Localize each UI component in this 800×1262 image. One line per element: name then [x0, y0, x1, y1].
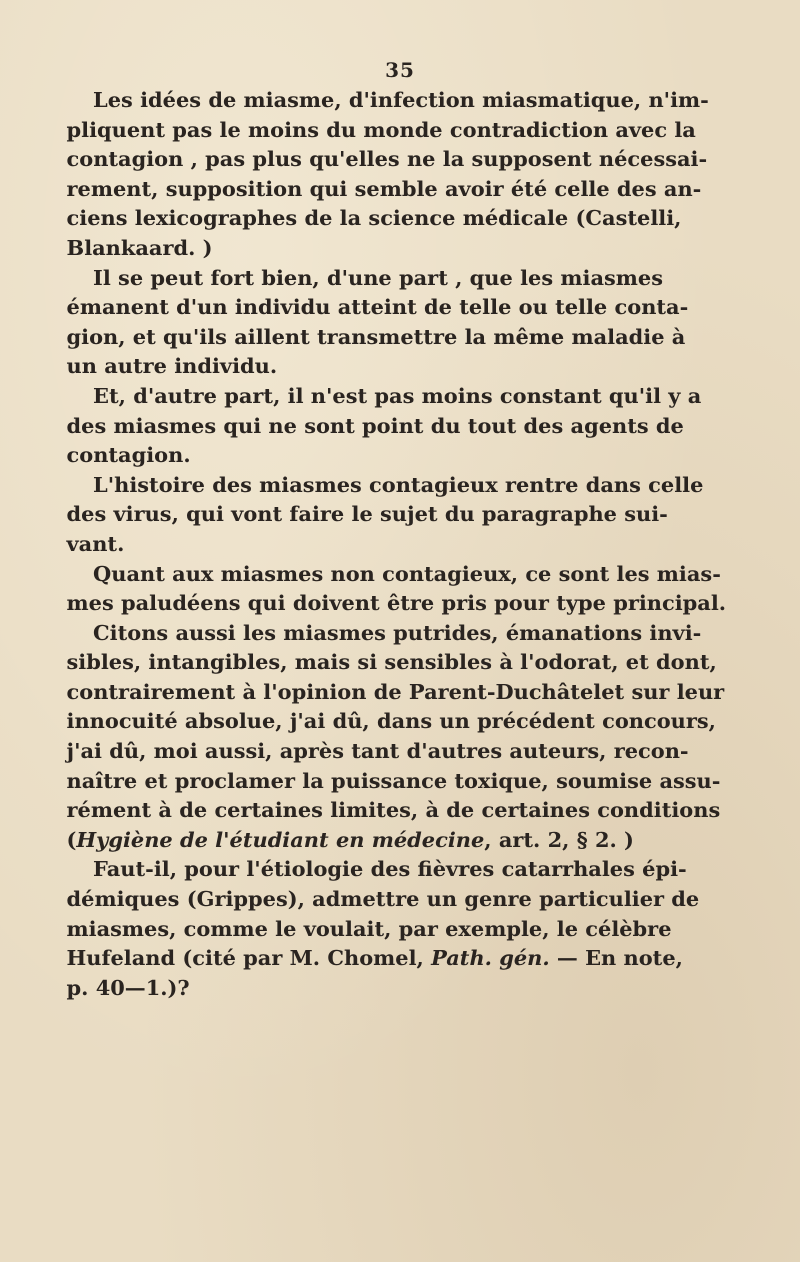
- citation-open: (: [66, 827, 77, 852]
- text-line: sibles, intangibles, mais si sensibles à l'odorat, et dont,: [66, 650, 717, 675]
- text-line: Citons aussi les miasmes putrides, émanations invi-: [93, 620, 702, 645]
- text-line: un autre individu.: [66, 354, 278, 379]
- text-line: contagion , pas plus qu'elles ne la supposent nécessai-: [66, 147, 708, 172]
- text-line: L'histoire des miasmes contagieux rentre dans celle: [93, 472, 704, 497]
- citation-line: [40, 826, 634, 856]
- paragraph-6: [40, 619, 725, 856]
- text-fragment: — En note,: [549, 946, 683, 971]
- text-line: des miasmes qui ne sont point du tout des agents de: [66, 413, 684, 438]
- text-line: [40, 944, 683, 974]
- text-line: Et, d'autre part, il n'est pas moins constant qu'il y a: [93, 383, 702, 408]
- text-line: gion, et qu'ils aillent transmettre la même maladie à: [66, 324, 686, 349]
- paragraph-7: [40, 855, 700, 1003]
- text-line: Les idées de miasme, d'infection miasmatique, n'im-: [93, 88, 709, 112]
- text-line: émanent d'un individu atteint de telle ou telle conta-: [66, 295, 689, 320]
- text-line: contrairement à l'opinion de Parent-Duchâtelet sur leur: [66, 679, 725, 704]
- page-number: 35: [385, 58, 415, 82]
- text-line: Il se peut fort bien, d'une part , que les miasmes: [93, 265, 663, 290]
- citation-title: Hygiène de l'étudiant en médecine: [76, 827, 485, 852]
- text-line: mes paludéens qui doivent être pris pour type principal.: [66, 591, 727, 616]
- paragraph-2: [40, 264, 689, 382]
- text-line: j'ai dû, moi aussi, après tant d'autres auteurs, recon-: [66, 739, 689, 764]
- text-line: rement, supposition qui semble avoir été celle des an-: [66, 176, 702, 201]
- text-line: Quant aux miasmes non contagieux, ce sont les mias-: [93, 561, 721, 586]
- text-line: naître et proclamer la puissance toxique, soumise assu-: [66, 768, 721, 793]
- text-line: Faut-il, pour l'étiologie des fièvres catarrhales épi-: [93, 857, 687, 882]
- text-line: Blankaard. ): [66, 235, 213, 260]
- body-text: [40, 86, 727, 1003]
- text-line: contagion.: [66, 443, 191, 468]
- text-line: vant.: [66, 531, 125, 556]
- paragraph-1: [40, 86, 709, 264]
- text-fragment: Hufeland (cité par M. Chomel,: [66, 946, 432, 971]
- text-line: démiques (Grippes), admettre un genre particulier de: [66, 887, 700, 912]
- text-line: rément à de certaines limites, à de certaines conditions: [66, 798, 721, 823]
- paragraph-4: [40, 471, 704, 560]
- citation-title: Path. gén.: [431, 946, 550, 971]
- text-line: miasmes, comme le voulait, par exemple, le célèbre: [66, 916, 672, 941]
- citation-reference: , art. 2, § 2. ): [484, 827, 634, 852]
- paragraph-3: [40, 382, 702, 471]
- text-line: innocuité absolue, j'ai dû, dans un précédent concours,: [66, 709, 716, 734]
- text-line: p. 40—1.)?: [66, 975, 190, 1000]
- paragraph-5: [40, 560, 727, 619]
- text-line: des virus, qui vont faire le sujet du paragraphe sui-: [66, 502, 668, 527]
- text-line: ciens lexicographes de la science médicale (Castelli,: [66, 206, 682, 231]
- text-line: pliquent pas le moins du monde contradiction avec la: [66, 117, 696, 142]
